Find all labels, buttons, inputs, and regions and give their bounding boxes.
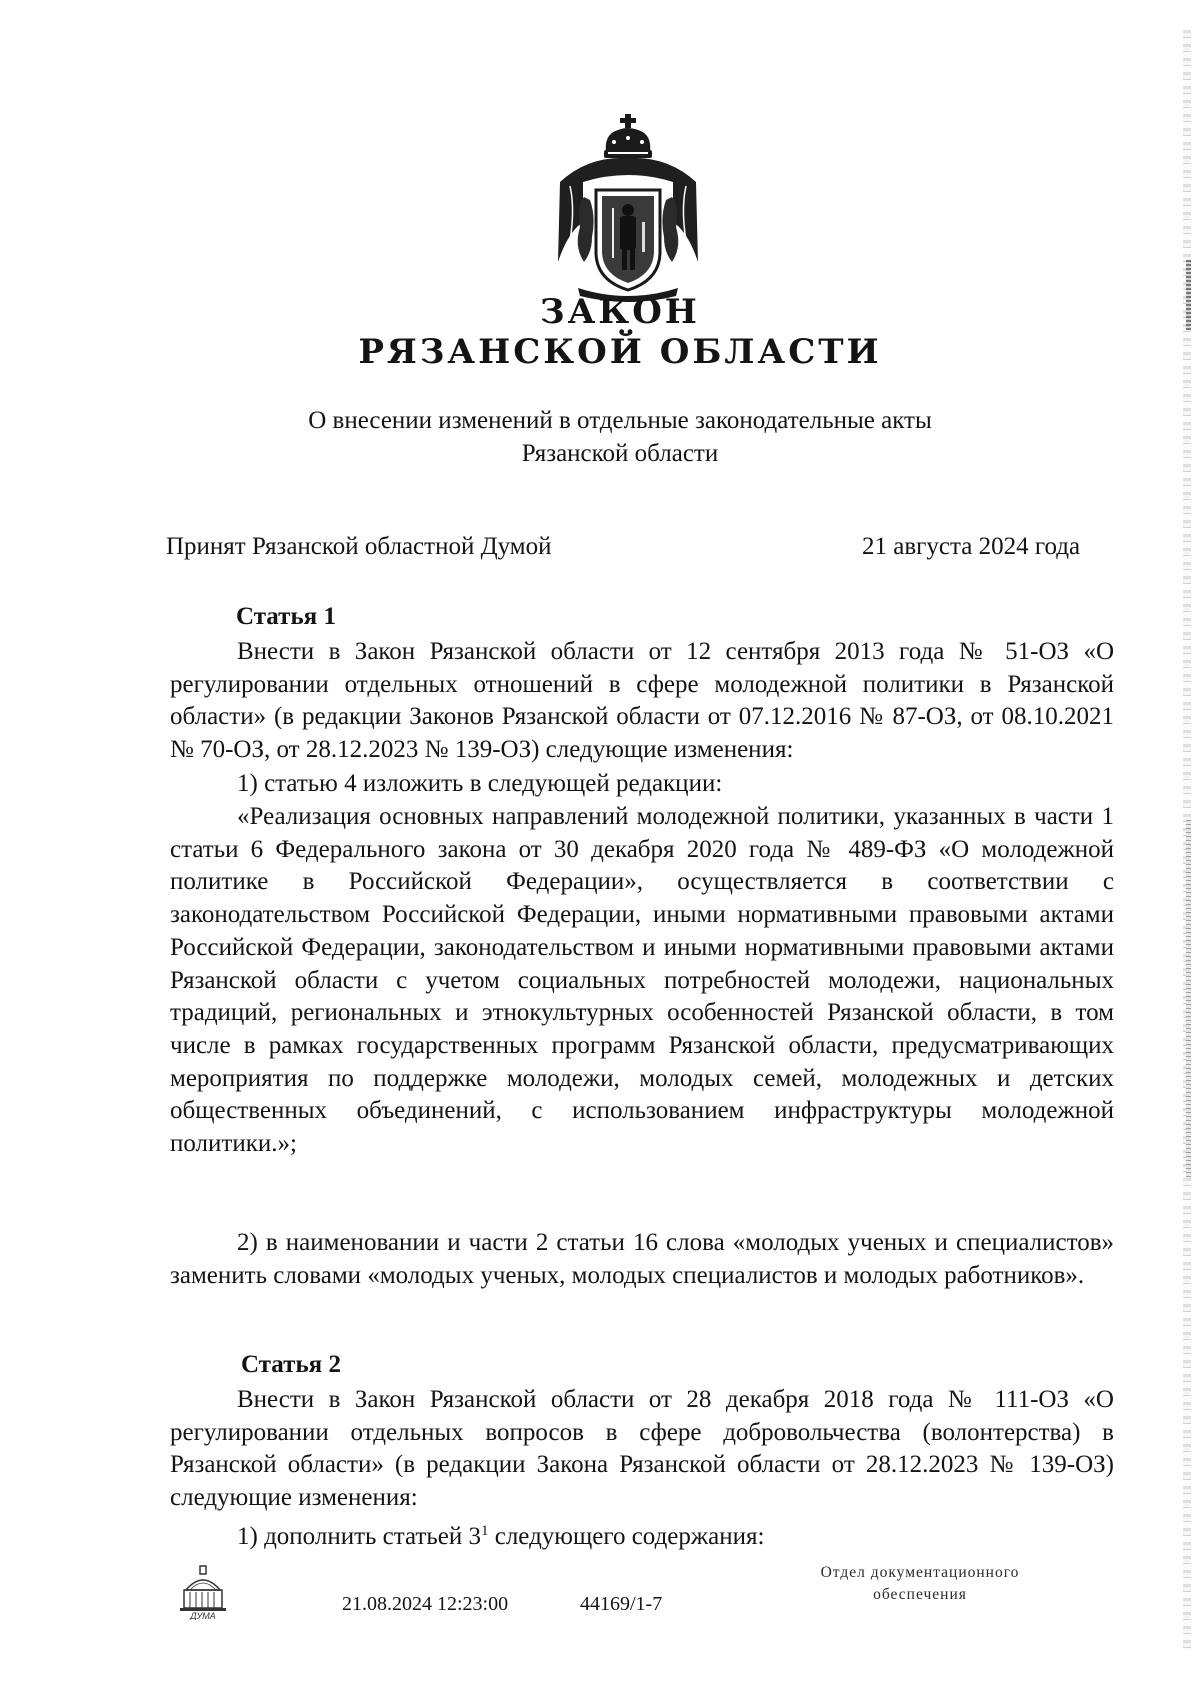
law-region-title: РЯЗАНСКОЙ ОБЛАСТИ (358, 332, 882, 372)
duma-building-icon (176, 1564, 230, 1620)
coat-of-arms-icon (548, 112, 708, 302)
subtitle-line: О внесении изменений в отдельные законодательные акты (308, 407, 932, 434)
item-text: следующего содержания: (488, 1523, 765, 1550)
department-stamp (770, 1562, 1070, 1606)
subtitle-line: Рязанской области (521, 440, 719, 467)
item-text: 1) дополнить статьей 3 (237, 1523, 481, 1550)
article-1-item-1: 1) статью 4 изложить в следующей редакции: (237, 770, 723, 797)
article-1-item-2: 2) в наименовании и части 2 статьи 16 слова «молодых ученых и специалистов» заменить словами «молодых ученых, молодых специалистов и молодых работников». (170, 1229, 1114, 1289)
logo-text: ДУМА (190, 1611, 216, 1620)
registration-number: 44169/1-7 (580, 1593, 663, 1615)
stamp-line: обеспечения (873, 1586, 967, 1603)
superscript: 1 (480, 1523, 489, 1539)
article-1-heading: Статья 1 (236, 603, 336, 630)
article-1-intro: Внести в Закон Рязанской области от 12 сентября 2013 года № 51-ОЗ «О регулировании отдельных отношений в сфере молодежной политики в Рязанской области» (в редакции Законов Рязанской области от 07.12.2016 № 87-ОЗ, от 08.10.2021 № 70-ОЗ, от 28.12.2023 № 139-ОЗ) следующие изменения: (170, 638, 1114, 764)
adopted-by: Принят Рязанской областной Думой (166, 533, 552, 560)
stamp-line: Отдел документационного (820, 1564, 1020, 1581)
adopted-date: 21 августа 2024 года (862, 533, 1081, 560)
article-2-heading: Статья 2 (241, 1351, 341, 1378)
article-1-item-1-text: «Реализация основных направлений молодежной политики, указанных в части 1 статьи 6 Федерального закона от 30 декабря 2020 года № 489-ФЗ «О молодежной политике в Российской Федерации», осуществляется в соответствии с законодательством Российской Федерации, иными нормативными правовыми актами Российской Федерации, законодательством и иными нормативными правовыми актами Рязанской области с учетом социальных потребностей молодежи, национальных традиций, региональных и этнокультурных особенностей Рязанской области, в том числе в рамках государственных программ Рязанской области, предусматривающих мероприятия по поддержке молодежи, молодых семей, молодежных и детских общественных объединений, с использованием инфраструктуры молодежной политики.»; (170, 803, 1114, 1158)
article-2-item-1 (170, 1515, 1114, 1554)
registration-timestamp: 21.08.2024 12:23:00 (342, 1593, 509, 1615)
article-2-intro: Внести в Закон Рязанской области от 28 декабря 2018 года № 111-ОЗ «О регулировании отдельных вопросов в сфере добровольчества (волонтерства) в Рязанской области» (в редакции Закона Рязанской области от 28.12.2023 № 139-ОЗ) следующие изменения: (170, 1386, 1114, 1512)
scan-edge-artifact (1186, 820, 1191, 1180)
law-subtitle (0, 404, 1200, 470)
law-title: ЗАКОН (540, 292, 700, 332)
